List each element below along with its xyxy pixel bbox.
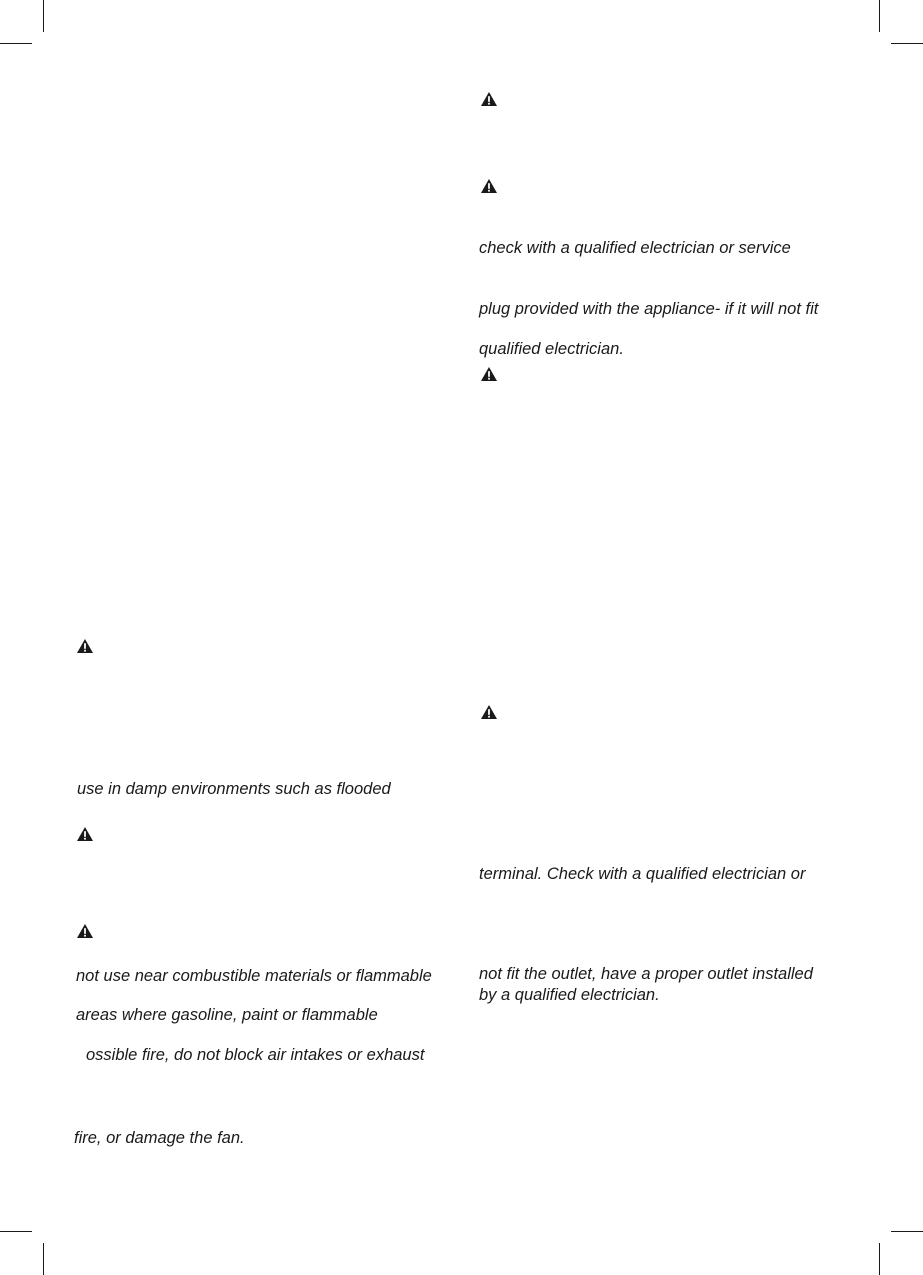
left-text-line: fire, or damage the fan. (74, 1129, 245, 1147)
crop-mark-top-right-vertical (879, 0, 880, 32)
warning-triangle-icon (77, 924, 93, 938)
warning-triangle-icon (481, 179, 497, 193)
warning-triangle-icon (77, 827, 93, 841)
right-text-line: by a qualified electrician. (479, 986, 660, 1004)
warning-triangle-icon (481, 705, 497, 719)
crop-mark-top-left-vertical (43, 0, 44, 32)
right-text-line: terminal. Check with a qualified electrician or (479, 865, 806, 883)
right-text-line: check with a qualified electrician or service (479, 239, 791, 257)
crop-mark-top-right-horizontal (891, 43, 923, 44)
crop-mark-bottom-right-vertical (879, 1243, 880, 1275)
warning-triangle-icon (481, 367, 497, 381)
warning-triangle-icon (77, 639, 93, 653)
left-text-line: ossible fire, do not block air intakes or exhaust (86, 1046, 425, 1064)
crop-mark-bottom-left-vertical (43, 1243, 44, 1275)
crop-mark-bottom-left-horizontal (0, 1231, 32, 1232)
warning-triangle-icon (481, 92, 497, 106)
left-text-line: areas where gasoline, paint or flammable (76, 1006, 378, 1024)
crop-mark-top-left-horizontal (0, 43, 32, 44)
right-text-line: qualified electrician. (479, 340, 624, 358)
left-text-line: not use near combustible materials or flammable (76, 967, 432, 985)
right-text-line: plug provided with the appliance- if it will not fit (479, 300, 819, 318)
right-text-line: not fit the outlet, have a proper outlet installed (479, 965, 813, 983)
crop-mark-bottom-right-horizontal (891, 1231, 923, 1232)
left-text-line: use in damp environments such as flooded (77, 780, 391, 798)
